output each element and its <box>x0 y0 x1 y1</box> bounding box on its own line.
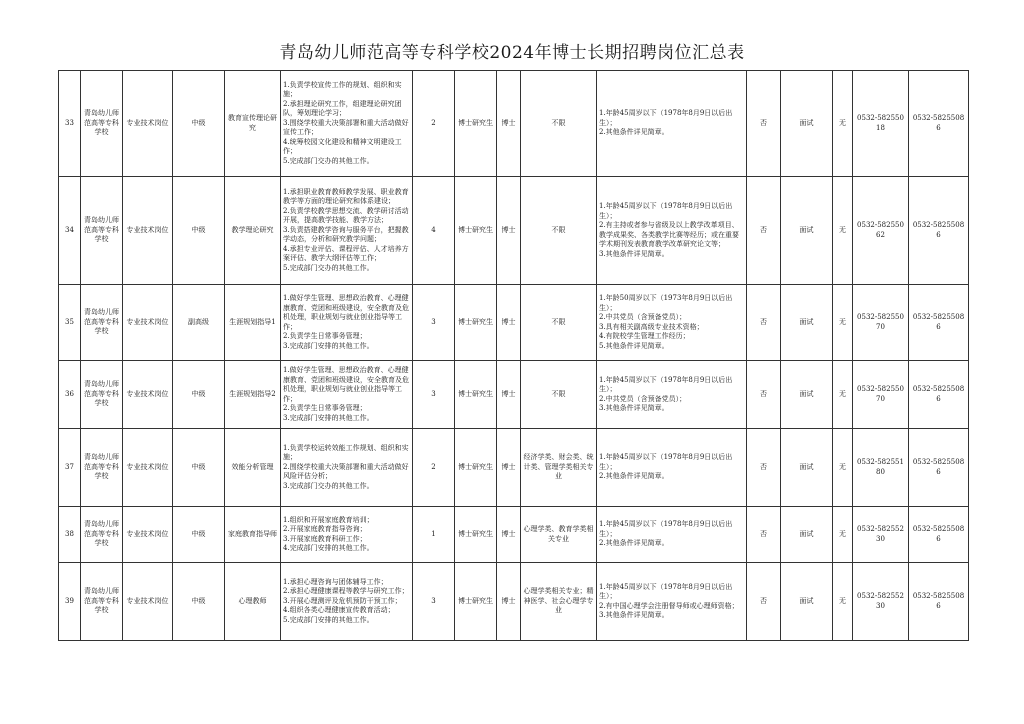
cell-other: 无 <box>833 71 853 177</box>
cell-unit: 青岛幼儿师范高等专科学校 <box>81 285 123 361</box>
cell-requirements: 1.年龄45周岁以下（1978年8月9日以后出生）； 2.其他条件详见简章。 <box>597 429 747 507</box>
cell-level: 中级 <box>173 71 225 177</box>
cell-major: 不限 <box>521 177 597 285</box>
cell-count: 1 <box>413 507 455 563</box>
cell-phone-1: 0532-58255180 <box>853 429 909 507</box>
cell-count: 2 <box>413 71 455 177</box>
cell-phone-1: 0532-58255070 <box>853 285 909 361</box>
cell-level: 中级 <box>173 507 225 563</box>
cell-unit: 青岛幼儿师范高等专科学校 <box>81 177 123 285</box>
cell-level: 副高级 <box>173 285 225 361</box>
cell-level: 中级 <box>173 429 225 507</box>
cell-major: 不限 <box>521 285 597 361</box>
cell-requirements: 1.年龄45周岁以下（1978年8月9日以后出生）； 2.有主持或者参与省级及以上教学改革项目、教学成果奖、各类教学比赛等经历；或在重要学术期刊发表教育教学改革研究论文等； 3.其他条件详见简章。 <box>597 177 747 285</box>
cell-count: 2 <box>413 429 455 507</box>
cell-unit: 青岛幼儿师范高等专科学校 <box>81 507 123 563</box>
cell-degree: 博士 <box>497 429 521 507</box>
cell-duty: 1.承担职业教育教师教学发展、职业教育教学等方面的理论研究和体系建设； 2.负责学校教学思想交流、教学研讨活动开展，提高教学技能、教学方法； 3.负责搭建教学咨询与服务平台，把握教学动态，分析和研究教学问题； 4.承担专业评估、课程评估、人才培养方案评估、教学大纲评估等工作； 5.完成部门交办的其他工作。 <box>281 177 413 285</box>
cell-exam: 面试 <box>781 285 833 361</box>
cell-post-name: 家庭教育指导师 <box>225 507 281 563</box>
cell-phone-1: 0532-58255230 <box>853 563 909 641</box>
cell-post-name: 生涯规划指导1 <box>225 285 281 361</box>
cell-level: 中级 <box>173 563 225 641</box>
cell-education: 博士研究生 <box>455 361 497 429</box>
cell-requirements: 1.年龄45周岁以下（1978年8月9日以后出生）； 2.有中国心理学会注册督导师或心理师资格； 3.其他条件详见简章。 <box>597 563 747 641</box>
cell-count: 3 <box>413 285 455 361</box>
cell-count: 4 <box>413 177 455 285</box>
cell-phone-1: 0532-58255062 <box>853 177 909 285</box>
cell-education: 博士研究生 <box>455 429 497 507</box>
cell-duty: 1.做好学生管理、思想政治教育、心理健康教育、党团和班级建设，安全教育及危机处理，职业规划与就业创业指导等工作； 2.负责学生日常事务管理； 3.完成部门安排的其他工作。 <box>281 361 413 429</box>
cell-post-type: 专业技术岗位 <box>123 429 173 507</box>
table-row <box>59 429 969 507</box>
cell-number: 36 <box>59 361 81 429</box>
page-title: 青岛幼儿师范高等专科学校2024年博士长期招聘岗位汇总表 <box>279 43 745 63</box>
table-row <box>59 361 969 429</box>
cell-ratio: 否 <box>747 177 781 285</box>
cell-post-type: 专业技术岗位 <box>123 71 173 177</box>
cell-ratio: 否 <box>747 285 781 361</box>
cell-major: 心理学类、教育学类相关专业 <box>521 507 597 563</box>
cell-post-type: 专业技术岗位 <box>123 285 173 361</box>
cell-degree: 博士 <box>497 71 521 177</box>
cell-post-type: 专业技术岗位 <box>123 507 173 563</box>
cell-exam: 面试 <box>781 71 833 177</box>
cell-major: 心理学类相关专业；精神医学、社会心理学专业 <box>521 563 597 641</box>
cell-other: 无 <box>833 429 853 507</box>
cell-education: 博士研究生 <box>455 177 497 285</box>
cell-other: 无 <box>833 361 853 429</box>
cell-level: 中级 <box>173 177 225 285</box>
table-row <box>59 507 969 563</box>
cell-education: 博士研究生 <box>455 507 497 563</box>
cell-other: 无 <box>833 285 853 361</box>
cell-number: 39 <box>59 563 81 641</box>
cell-post-type: 专业技术岗位 <box>123 361 173 429</box>
cell-degree: 博士 <box>497 361 521 429</box>
cell-number: 37 <box>59 429 81 507</box>
cell-ratio: 否 <box>747 563 781 641</box>
cell-degree: 博士 <box>497 563 521 641</box>
table-body <box>59 71 969 641</box>
cell-number: 33 <box>59 71 81 177</box>
cell-duty: 1.承担心理咨询与团体辅导工作； 2.承担心理健康课程等教学与研究工作； 3.开展心理测评及危机预防干预工作； 4.组织各类心理健康宣传教育活动； 5.完成部门安排的其他工作。 <box>281 563 413 641</box>
cell-degree: 博士 <box>497 507 521 563</box>
cell-unit: 青岛幼儿师范高等专科学校 <box>81 429 123 507</box>
cell-exam: 面试 <box>781 563 833 641</box>
cell-other: 无 <box>833 177 853 285</box>
cell-exam: 面试 <box>781 429 833 507</box>
cell-post-name: 心理教师 <box>225 563 281 641</box>
cell-exam: 面试 <box>781 361 833 429</box>
cell-level: 中级 <box>173 361 225 429</box>
cell-number: 38 <box>59 507 81 563</box>
cell-education: 博士研究生 <box>455 285 497 361</box>
cell-post-type: 专业技术岗位 <box>123 177 173 285</box>
cell-ratio: 否 <box>747 361 781 429</box>
cell-unit: 青岛幼儿师范高等专科学校 <box>81 563 123 641</box>
cell-phone-1: 0532-58255070 <box>853 361 909 429</box>
cell-count: 3 <box>413 563 455 641</box>
cell-phone-2: 0532-58255086 <box>909 177 969 285</box>
cell-unit: 青岛幼儿师范高等专科学校 <box>81 361 123 429</box>
table-row <box>59 177 969 285</box>
cell-duty: 1.做好学生管理、思想政治教育、心理健康教育、党团和班级建设，安全教育及危机处理，职业规划与就业创业指导等工作； 2.负责学生日常事务管理； 3.完成部门安排的其他工作。 <box>281 285 413 361</box>
cell-number: 34 <box>59 177 81 285</box>
cell-degree: 博士 <box>497 177 521 285</box>
table-row <box>59 71 969 177</box>
cell-education: 博士研究生 <box>455 563 497 641</box>
cell-phone-1: 0532-58255018 <box>853 71 909 177</box>
cell-post-type: 专业技术岗位 <box>123 563 173 641</box>
cell-exam: 面试 <box>781 507 833 563</box>
cell-post-name: 教育宣传理论研究 <box>225 71 281 177</box>
cell-major: 不限 <box>521 71 597 177</box>
cell-phone-2: 0532-58255086 <box>909 361 969 429</box>
cell-unit: 青岛幼儿师范高等专科学校 <box>81 71 123 177</box>
cell-ratio: 否 <box>747 507 781 563</box>
cell-phone-2: 0532-58255086 <box>909 285 969 361</box>
cell-major: 经济学类、财会类、统计类、管理学类相关专业 <box>521 429 597 507</box>
cell-degree: 博士 <box>497 285 521 361</box>
cell-requirements: 1.年龄45周岁以下（1978年8月9日以后出生）； 2.中共党员（含预备党员）； 3.其他条件详见简章。 <box>597 361 747 429</box>
job-table <box>58 70 969 641</box>
cell-phone-1: 0532-58255230 <box>853 507 909 563</box>
cell-duty: 1.负责学校宣传工作的规划、组织和实施； 2.承担理论研究工作，组建理论研究团队，筹划理论学习； 3.围绕学校重大决策部署和重大活动做好宣传工作； 4.统筹校园文化建设和精神文明建设工作； 5.完成部门交办的其他工作。 <box>281 71 413 177</box>
cell-post-name: 生涯规划指导2 <box>225 361 281 429</box>
cell-phone-2: 0532-58255086 <box>909 429 969 507</box>
cell-phone-2: 0532-58255086 <box>909 507 969 563</box>
cell-other: 无 <box>833 563 853 641</box>
cell-other: 无 <box>833 507 853 563</box>
cell-post-name: 教学理论研究 <box>225 177 281 285</box>
cell-post-name: 效能分析管理 <box>225 429 281 507</box>
cell-ratio: 否 <box>747 71 781 177</box>
cell-number: 35 <box>59 285 81 361</box>
cell-exam: 面试 <box>781 177 833 285</box>
cell-requirements: 1.年龄50周岁以下（1973年8月9日以后出生）； 2.中共党员（含预备党员）； 3.具有相关副高级专业技术资格； 4.有院校学生管理工作经历； 5.其他条件详见简章。 <box>597 285 747 361</box>
cell-major: 不限 <box>521 361 597 429</box>
cell-duty: 1.组织和开展家庭教育培训； 2.开展家庭教育指导咨询； 3.开展家庭教育科研工作； 4.完成部门安排的其他工作。 <box>281 507 413 563</box>
cell-education: 博士研究生 <box>455 71 497 177</box>
cell-phone-2: 0532-58255086 <box>909 563 969 641</box>
cell-requirements: 1.年龄45周岁以下（1978年8月9日以后出生）； 2.其他条件详见简章。 <box>597 71 747 177</box>
cell-phone-2: 0532-58255086 <box>909 71 969 177</box>
cell-duty: 1.负责学校运转效能工作规划、组织和实施； 2.围绕学校重大决策部署和重大活动做好风险评估分析； 3.完成部门交办的其他工作。 <box>281 429 413 507</box>
table-row <box>59 285 969 361</box>
cell-requirements: 1.年龄45周岁以下（1978年8月9日以后出生）； 2.其他条件详见简章。 <box>597 507 747 563</box>
cell-count: 3 <box>413 361 455 429</box>
table-row <box>59 563 969 641</box>
cell-ratio: 否 <box>747 429 781 507</box>
